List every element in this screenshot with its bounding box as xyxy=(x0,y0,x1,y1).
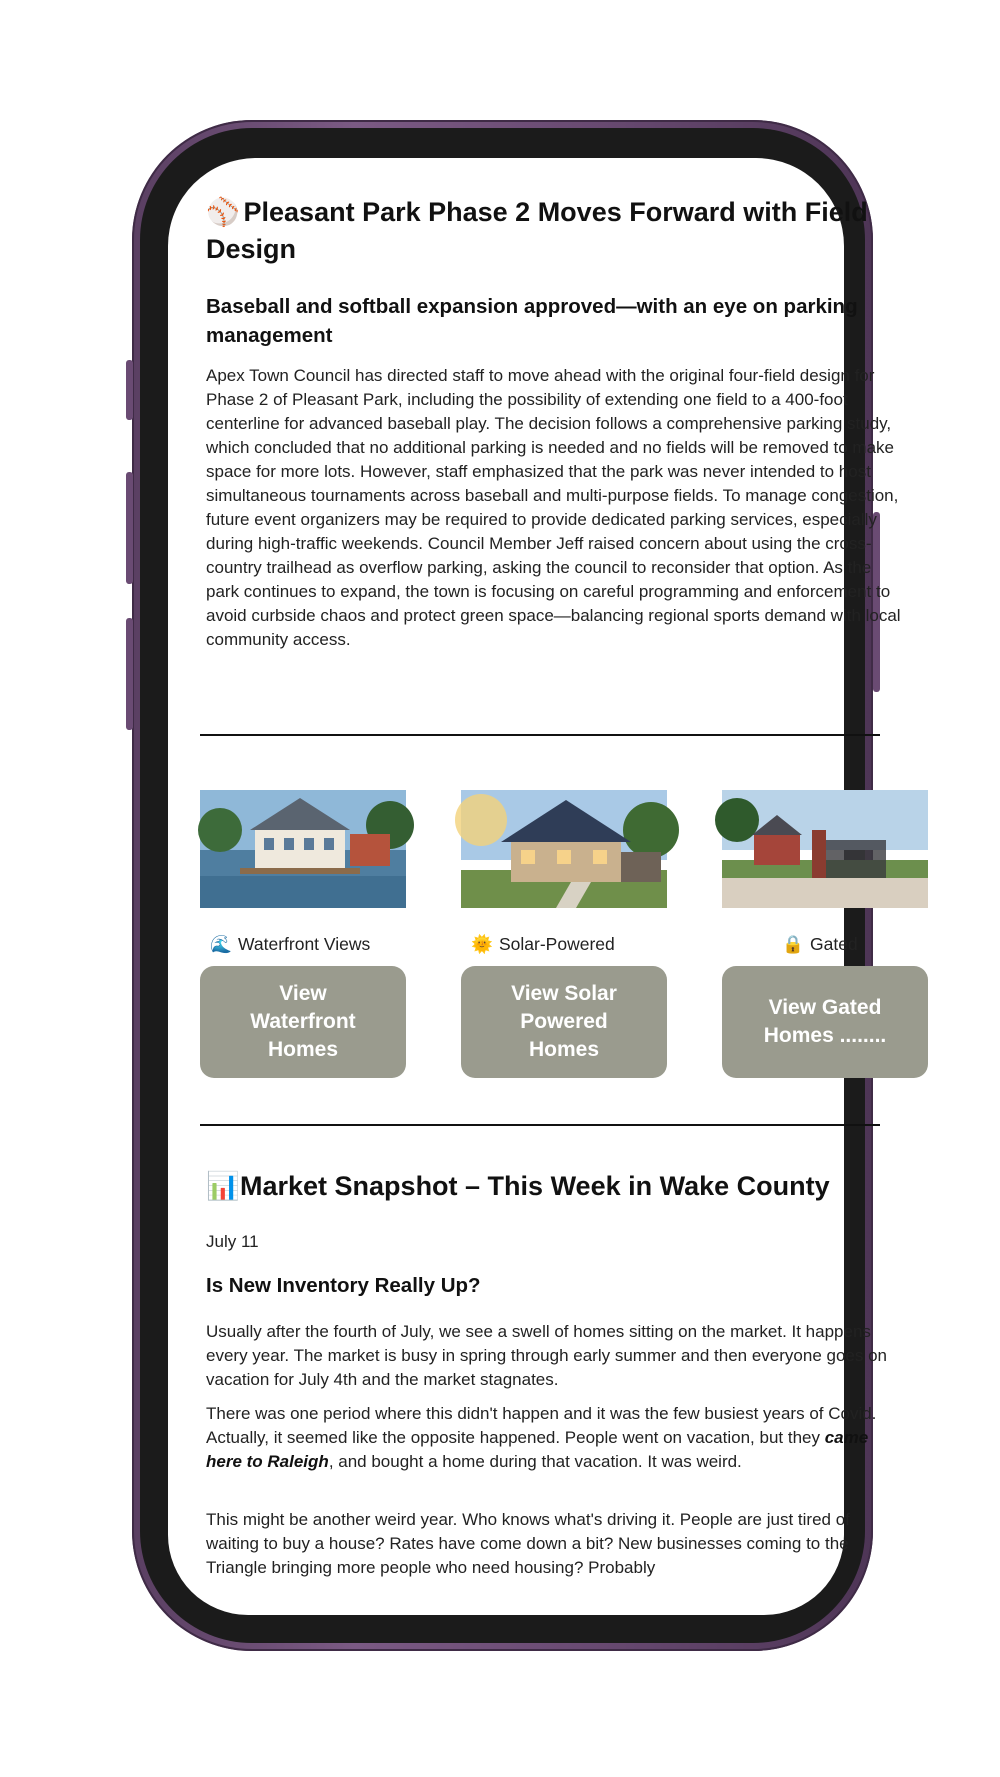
bar-chart-icon: 📊 xyxy=(206,1171,240,1201)
listing-card-gated[interactable] xyxy=(722,790,932,1047)
raleigh-emphasis: came here to Raleigh xyxy=(206,1428,869,1471)
listing-card-solar[interactable] xyxy=(461,790,671,1061)
listing-label-gated: 🔒 Gated xyxy=(782,934,858,954)
market-snapshot-date: July 11 xyxy=(206,1232,259,1251)
article-title-text: Pleasant Park Phase 2 Moves Forward with Field Design xyxy=(206,197,868,264)
sun-face-icon: 🌞 xyxy=(471,934,493,954)
market-paragraph-3: This might be another weird year. Who knows what's driving it. People are just tired of waiting to buy a house? Rates have come down a bit? New businesses coming to the Triangle bringing more people who need housing? Probably xyxy=(206,1510,850,1577)
phone-screen[interactable] xyxy=(168,158,901,1615)
section-divider xyxy=(200,1124,880,1126)
market-paragraph-2: There was one period where this didn't happen and it was the few busiest years of Covid. Actually, it seemed like the opposite happened. People went on vacation, but they came here to Raleigh, and bought a home during that vacation. It was weird. xyxy=(206,1404,877,1471)
wave-icon: 🌊 xyxy=(210,934,232,954)
article-body-paragraph: Apex Town Council has directed staff to move ahead with the original four-field design for Phase 2 of Pleasant Park, including the possibility of extending one field to a 400-foot centerline for advanced baseball play. The decision follows a comprehensive parking study, which concluded that no additional parking is needed and no fields will be removed to make space for more lots. However, staff emphasized that the park was never intended to host simultaneous tournaments across baseball and multi-purpose fields. To manage congestion, future event organizers may be required to provide dedicated parking services, especially during high-traffic weekends. Council Member Jeff raised concern about using the cross-country trailhead as overflow parking, asking the council to reconsider that option. As the park continues to expand, the town is focusing on careful programming and enforcement to avoid curbside chaos and protect green space—balancing regional sports demand with local community access. xyxy=(206,366,901,649)
article-title xyxy=(206,194,906,268)
section-divider xyxy=(200,734,880,736)
inventory-heading: Is New Inventory Really Up? xyxy=(206,1274,481,1297)
phone-volume-down-button xyxy=(126,618,133,730)
view-gated-homes-button[interactable]: View Gated Homes ........ xyxy=(722,966,928,1078)
solar-home-image[interactable] xyxy=(461,790,667,908)
market-snapshot-title: 📊Market Snapshot – This Week in Wake County xyxy=(206,1171,830,1201)
waterfront-home-illustration xyxy=(200,790,406,908)
view-solar-powered-homes-button[interactable]: View Solar Powered Homes xyxy=(461,966,667,1078)
baseball-icon: ⚾ xyxy=(206,197,240,227)
view-waterfront-homes-button[interactable]: View Waterfront Homes xyxy=(200,966,406,1078)
article-subtitle: Baseball and softball expansion approved—with an eye on parking management xyxy=(206,295,858,347)
gated-home-illustration xyxy=(722,790,928,908)
listing-label-solar: 🌞 Solar-Powered xyxy=(471,934,615,954)
solar-home-illustration xyxy=(461,790,667,908)
market-paragraph-1: Usually after the fourth of July, we see a swell of homes sitting on the market. It happens every year. The market is busy in spring through early summer and then everyone goes on vacation for July 4th and the market stagnates. xyxy=(206,1322,887,1389)
phone-action-button xyxy=(126,360,133,420)
waterfront-home-image[interactable] xyxy=(200,790,406,908)
listing-label-waterfront: 🌊 Waterfront Views xyxy=(210,934,371,954)
listing-card-waterfront[interactable] xyxy=(200,790,410,1061)
phone-volume-up-button xyxy=(126,472,133,584)
gated-home-image[interactable] xyxy=(722,790,928,908)
lock-icon: 🔒 xyxy=(782,934,804,954)
